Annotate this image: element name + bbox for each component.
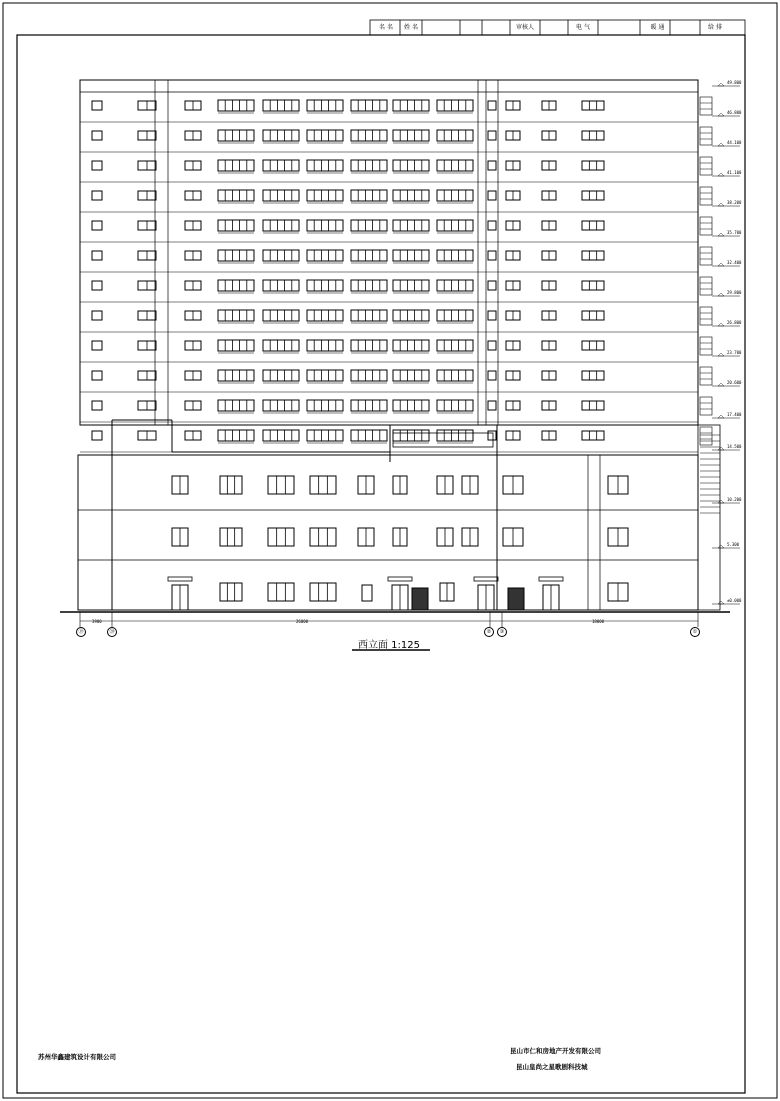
elevation-label: ±0.000 — [727, 598, 742, 603]
title-block-cell-9: 给 排 — [708, 24, 722, 31]
dimension-label-3: 18000 — [592, 619, 605, 624]
elevation-label: 46.800 — [727, 110, 742, 115]
title-block-cell-1: 名 名 — [379, 24, 393, 31]
elevation-label: 32.400 — [727, 260, 742, 265]
elevation-label: 14.500 — [727, 444, 742, 449]
inner-frame — [17, 35, 745, 1093]
client-company: 昆山市仁和房地产开发有限公司 — [510, 1047, 601, 1055]
title-block-cell-4: 审核人 — [515, 24, 534, 31]
title-block-cell-2: 姓 名 — [404, 24, 418, 31]
elevation-label: 10.200 — [727, 497, 742, 502]
outer-frame — [3, 3, 777, 1098]
axis-bubble-4: ③ — [497, 627, 507, 637]
drawing-title: 西立面 1:125 — [358, 640, 420, 651]
elevation-label: 20.600 — [727, 380, 742, 385]
building-elevation — [60, 80, 740, 627]
elevation-label: 5.300 — [727, 542, 740, 547]
axis-bubble-5: ① — [690, 627, 700, 637]
dimension-label-1: 3900 — [92, 619, 102, 624]
elevation-label: 35.700 — [727, 230, 742, 235]
title-block-cell-7: 暖 通 — [650, 24, 665, 31]
elevation-label: 44.100 — [727, 140, 742, 145]
axis-bubble-1: ⑲ — [76, 627, 86, 637]
elevation-label: 38.200 — [727, 200, 742, 205]
elevation-label: 17.400 — [727, 412, 742, 417]
dimension-label-2: 26000 — [296, 619, 309, 624]
elevation-label: 29.800 — [727, 290, 742, 295]
axis-bubble-2: ⑳ — [107, 627, 117, 637]
elevation-label: 49.800 — [727, 80, 742, 85]
title-block-cell-5: 电 气 — [576, 24, 590, 31]
elevation-label: 26.800 — [727, 320, 742, 325]
project-name: 昆山皇尚之星歌剧科技城 — [516, 1063, 588, 1071]
title-block — [370, 20, 745, 35]
elevation-label: 23.700 — [727, 350, 742, 355]
axis-bubble-3: ② — [484, 627, 494, 637]
elevation-label: 41.100 — [727, 170, 742, 175]
designer-company: 苏州华鑫建筑设计有限公司 — [38, 1053, 116, 1061]
